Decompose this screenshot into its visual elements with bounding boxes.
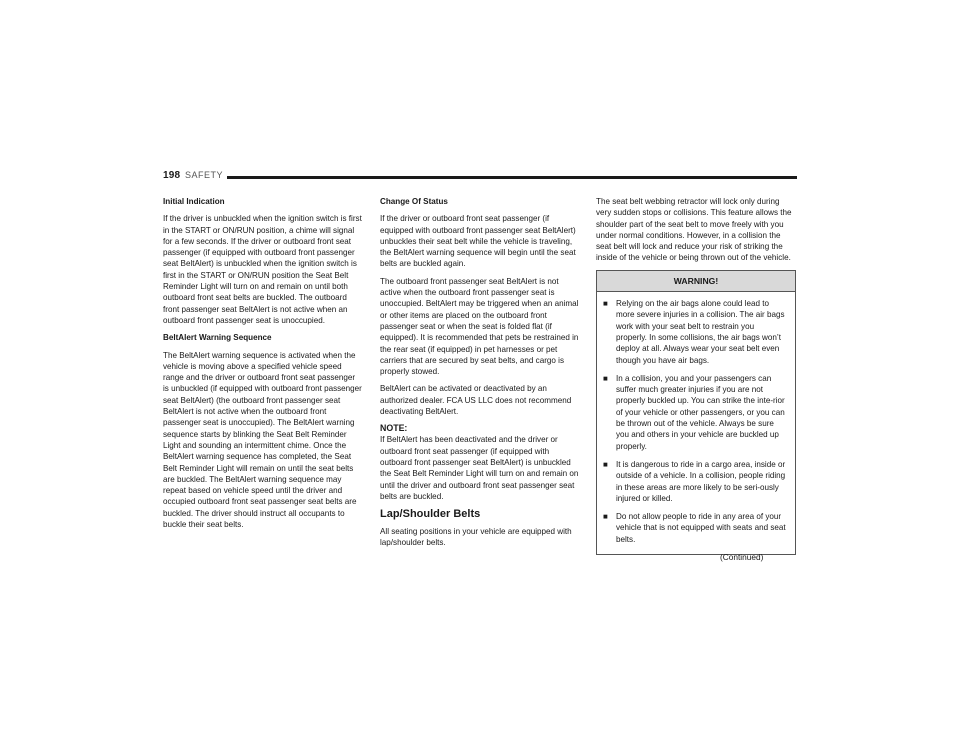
warning-box: [596, 270, 796, 555]
paragraph: If the driver or outboard front seat passenger (if equipped with outboard front passenger seat BeltAlert) unbuckles their seat belt while the vehicle is traveling, the BeltAlert warning sequence will begin until the seat belts are buckled again.: [380, 214, 576, 269]
warning-text: It is dangerous to ride in a cargo area, inside or outside of a vehicle. In a collision, people riding in these areas are more likely to be seri-ously injured or killed.: [616, 459, 786, 503]
column-3: [596, 196, 796, 555]
column-2: [380, 196, 580, 555]
square-bullet-icon: ■: [603, 512, 608, 522]
warning-title: WARNING!: [597, 271, 795, 292]
heading-initial-indication: Initial Indication: [163, 197, 225, 206]
paragraph: The BeltAlert warning sequence is activated when the vehicle is moving above a specified vehicle speed range and the driver or outboard front seat passenger is unbuckled (if equipped with outboard front passenger seat BeltAlert) (the outboard front passenger seat BeltAlert is not active when the outboard front passenger seat is unoccupied). The BeltAlert warning sequence starts by blinking the Seat Belt Reminder Light and sounding an intermittent chime. Once the BeltAlert warning sequence has completed, the Seat Belt Reminder Light will remain on until the seat belts are buckled. The BeltAlert warning sequence may repeat based on vehicle speed until the driver and occupied outboard front seat passenger seat belts are buckled. The driver should instruct all occupants to buckle their seat belts.: [163, 350, 362, 530]
square-bullet-icon: ■: [603, 459, 608, 469]
note-label: NOTE:: [380, 423, 408, 434]
warning-list: [597, 292, 795, 554]
warning-text: Relying on the air bags alone could lead to more severe injuries in a collision. The air bags work with your seat belt to restrain you properly. In some collisions, the air bags won’t deploy at all. Always wear your seat belt even though you have air bags.: [616, 299, 785, 365]
column-1: [163, 196, 363, 536]
warning-text: Do not allow people to ride in any area of your vehicle that is not equipped with seats and seat belts.: [616, 512, 786, 544]
section-title-lap-shoulder-belts: Lap/Shoulder Belts: [380, 508, 481, 521]
paragraph: The seat belt webbing retractor will lock only during very sudden stops or collisions. This feature allows the shoulder part of the seat belt to move freely with you under normal conditions. However, in a collision the seat belt will lock and reduce your risk of striking the inside of the vehicle or being thrown out of the vehicle.: [596, 197, 792, 263]
square-bullet-icon: ■: [603, 299, 608, 309]
paragraph: The outboard front passenger seat BeltAlert is not active when the outboard front passenger seat is unoccupied. BeltAlert may be triggered when an animal or other items are placed on the outboard front passenger seat or when the seat is folded flat (if equipped). It is recommended that pets be restrained in the rear seat (if equipped) in pet harnesses or pet carriers that are secured by seat belts, and cargo is properly stowed.: [380, 276, 579, 377]
header-rule: [227, 176, 797, 179]
warning-item: [603, 298, 787, 366]
square-bullet-icon: ■: [603, 373, 608, 383]
note-text: If BeltAlert has been deactivated and the driver or outboard front seat passenger (if equipped with outboard front passenger seat BeltAlert) is unbuckled the Seat Belt Reminder Light will turn on and remain on until the driver and outboard front seat passenger seat belts are buckled.: [380, 435, 579, 501]
paragraph: If the driver is unbuckled when the ignition switch is first in the START or ON/RUN position, a chime will signal for a few seconds. If the driver or outboard front seat passenger (if equipped with outboard front passenger seat BeltAlert) is unbuckled when the ignition switch is first in the START or ON/RUN position the Seat Belt Reminder Light will turn on and remain on until both outboard front seat belts are buckled. The outboard front passenger seat BeltAlert is not active when an outboard front passenger seat is unoccupied.: [163, 214, 362, 325]
continued-label: (Continued): [720, 552, 764, 562]
page-header: [163, 170, 797, 184]
warning-text: In a collision, you and your passengers can suffer much greater injuries if you are not properly buckled up. You can strike the inte-rior of your vehicle or other passengers, or you can be thrown out of the vehicle. Always be sure you and others in your vehicle are buckled up properly.: [616, 373, 785, 451]
warning-item: [603, 373, 787, 452]
section-name: SAFETY: [185, 170, 224, 180]
heading-change-of-status: Change Of Status: [380, 197, 448, 206]
page-number: 198: [163, 170, 181, 181]
heading-beltalert-warning-sequence: BeltAlert Warning Sequence: [163, 333, 272, 343]
warning-item: [603, 511, 787, 545]
paragraph: BeltAlert can be activated or deactivated by an authorized dealer. FCA US LLC does not recommend deactivating BeltAlert.: [380, 384, 572, 417]
paragraph: All seating positions in your vehicle are equipped with lap/shoulder belts.: [380, 527, 572, 548]
warning-item: [603, 459, 787, 504]
